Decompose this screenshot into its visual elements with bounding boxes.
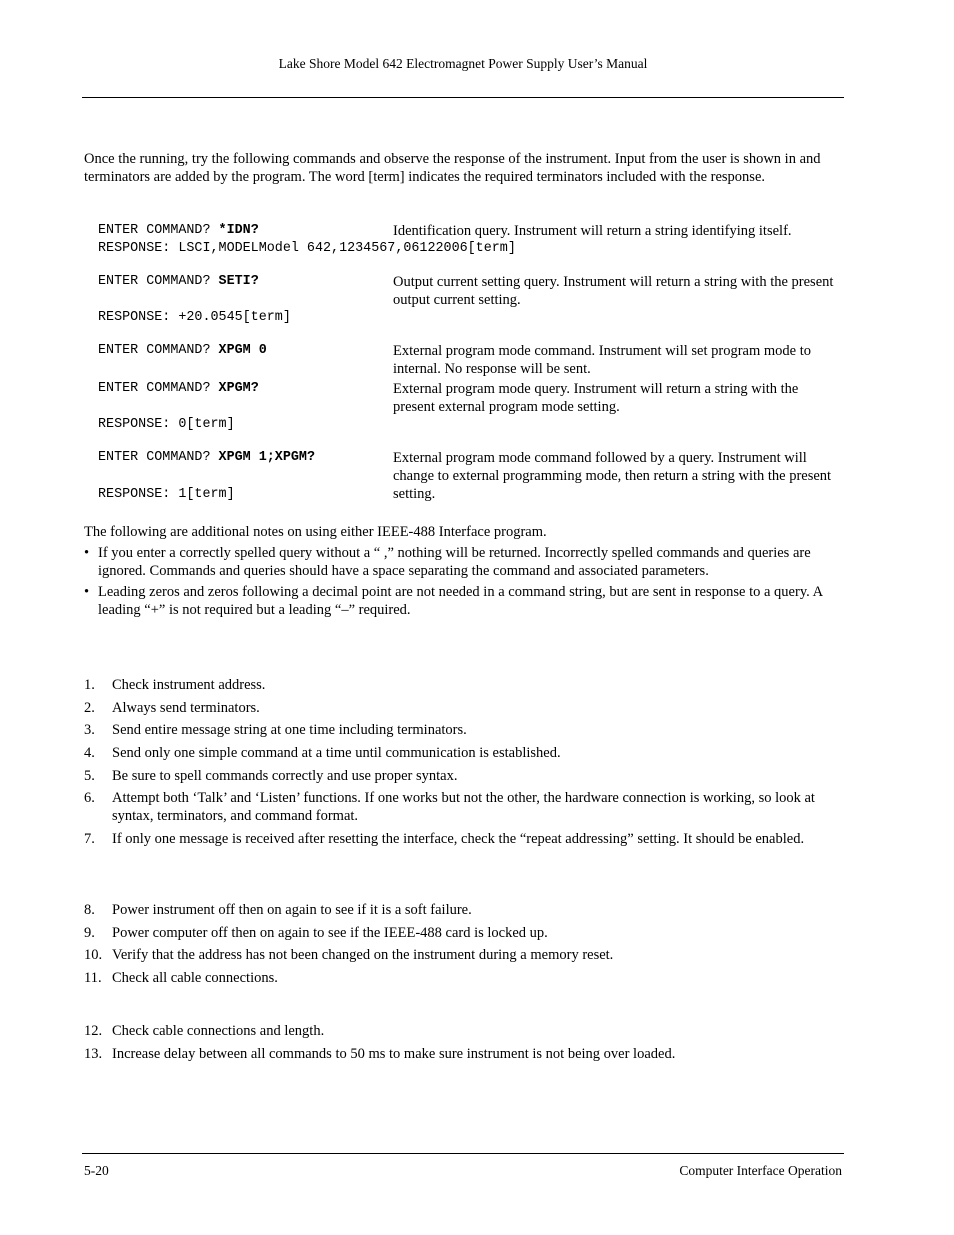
list-number: 4. — [84, 745, 95, 761]
bullet-icon: • — [84, 584, 90, 600]
list-number: 3. — [84, 722, 95, 738]
list-text: Send only one simple command at a time until communication is established. — [112, 745, 561, 761]
example-3-command-line — [98, 342, 267, 360]
footer-section-title: Computer Interface Operation — [679, 1163, 842, 1178]
list-number: 8. — [84, 902, 95, 918]
command-prompt: ENTER COMMAND? — [98, 343, 219, 358]
example-2-command-line — [98, 273, 259, 291]
list-text: Power instrument off then on again to see if it is a soft failure. — [112, 902, 472, 918]
note-text: If you enter a correctly spelled query without a “ ,” nothing will be returned. Incorrectly spelled commands and queries are ignored. Commands and queries should have a space separating the command and associated parameters. — [98, 545, 811, 579]
example-5-command-line — [98, 449, 315, 467]
list-text: Increase delay between all commands to 50 ms to make sure instrument is not being over loaded. — [112, 1046, 676, 1062]
footer-rule — [82, 1153, 844, 1154]
command-text: XPGM? — [218, 381, 259, 396]
example-2-description: Output current setting query. Instrument will return a string with the present output current setting. — [393, 274, 834, 308]
example-4-command-line — [98, 380, 259, 398]
list-text: Power computer off then on again to see if the IEEE-488 card is locked up. — [112, 925, 548, 941]
list-number: 11. — [84, 970, 102, 986]
list-number: 6. — [84, 790, 95, 806]
example-4-response: RESPONSE: 0[term] — [98, 417, 235, 432]
note-text: Leading zeros and zeros following a decimal point are not needed in a command string, but are sent in response to a query. A leading “+” is not required but a leading “–” required. — [98, 584, 823, 618]
example-1-response: RESPONSE: LSCI,MODELModel 642,1234567,06122006[term] — [98, 241, 516, 256]
notes-lead: The following are additional notes on using either IEEE-488 Interface program. — [84, 524, 547, 540]
list-number: 1. — [84, 677, 95, 693]
list-number: 2. — [84, 700, 95, 716]
list-text: Always send terminators. — [112, 700, 260, 716]
list-number: 7. — [84, 831, 95, 847]
list-text: Send entire message string at one time including terminators. — [112, 722, 467, 738]
command-prompt: ENTER COMMAND? — [98, 223, 219, 238]
list-text: Check instrument address. — [112, 677, 266, 693]
command-text: XPGM 1;XPGM? — [218, 450, 315, 465]
example-1-description: Identification query. Instrument will return a string identifying itself. — [393, 223, 792, 239]
list-text: Be sure to spell commands correctly and use proper syntax. — [112, 768, 458, 784]
command-text: *IDN? — [218, 223, 259, 238]
command-prompt: ENTER COMMAND? — [98, 274, 219, 289]
page-number: 5-20 — [84, 1163, 109, 1178]
example-5-response: RESPONSE: 1[term] — [98, 487, 235, 502]
example-3-description: External program mode command. Instrument will set program mode to internal. No response will be sent. — [393, 343, 811, 377]
list-number: 10. — [84, 947, 103, 963]
example-1-command-line — [98, 222, 259, 240]
example-2-response: RESPONSE: +20.0545[term] — [98, 310, 291, 325]
list-text: If only one message is received after resetting the interface, check the “repeat addressing” setting. It should be enabled. — [112, 831, 805, 847]
command-prompt: ENTER COMMAND? — [98, 450, 219, 465]
list-number: 12. — [84, 1023, 103, 1039]
list-text: Attempt both ‘Talk’ and ‘Listen’ functions. If one works but not the other, the hardware connection is working, so look at syntax, terminators, and command format. — [112, 790, 815, 824]
command-text: XPGM 0 — [218, 343, 267, 358]
example-5-description: External program mode command followed by a query. Instrument will change to external programming mode, then return a string with the present setting. — [393, 450, 832, 502]
example-4-description: External program mode query. Instrument will return a string with the present external program mode setting. — [393, 381, 799, 415]
running-header: Lake Shore Model 642 Electromagnet Power Supply User’s Manual — [278, 56, 648, 71]
list-text: Check all cable connections. — [112, 970, 278, 986]
list-text: Check cable connections and length. — [112, 1023, 325, 1039]
list-text: Verify that the address has not been changed on the instrument during a memory reset. — [112, 947, 614, 963]
list-number: 13. — [84, 1046, 103, 1062]
command-prompt: ENTER COMMAND? — [98, 381, 219, 396]
header-rule — [82, 97, 844, 98]
list-number: 5. — [84, 768, 95, 784]
command-text: SETI? — [218, 274, 259, 289]
intro-paragraph: Once the running, try the following commands and observe the response of the instrument. Input from the user is shown in and terminators are added by the program. The word [term] indicates the required terminators included with the response. — [84, 151, 821, 185]
bullet-icon: • — [84, 545, 90, 561]
list-number: 9. — [84, 925, 95, 941]
